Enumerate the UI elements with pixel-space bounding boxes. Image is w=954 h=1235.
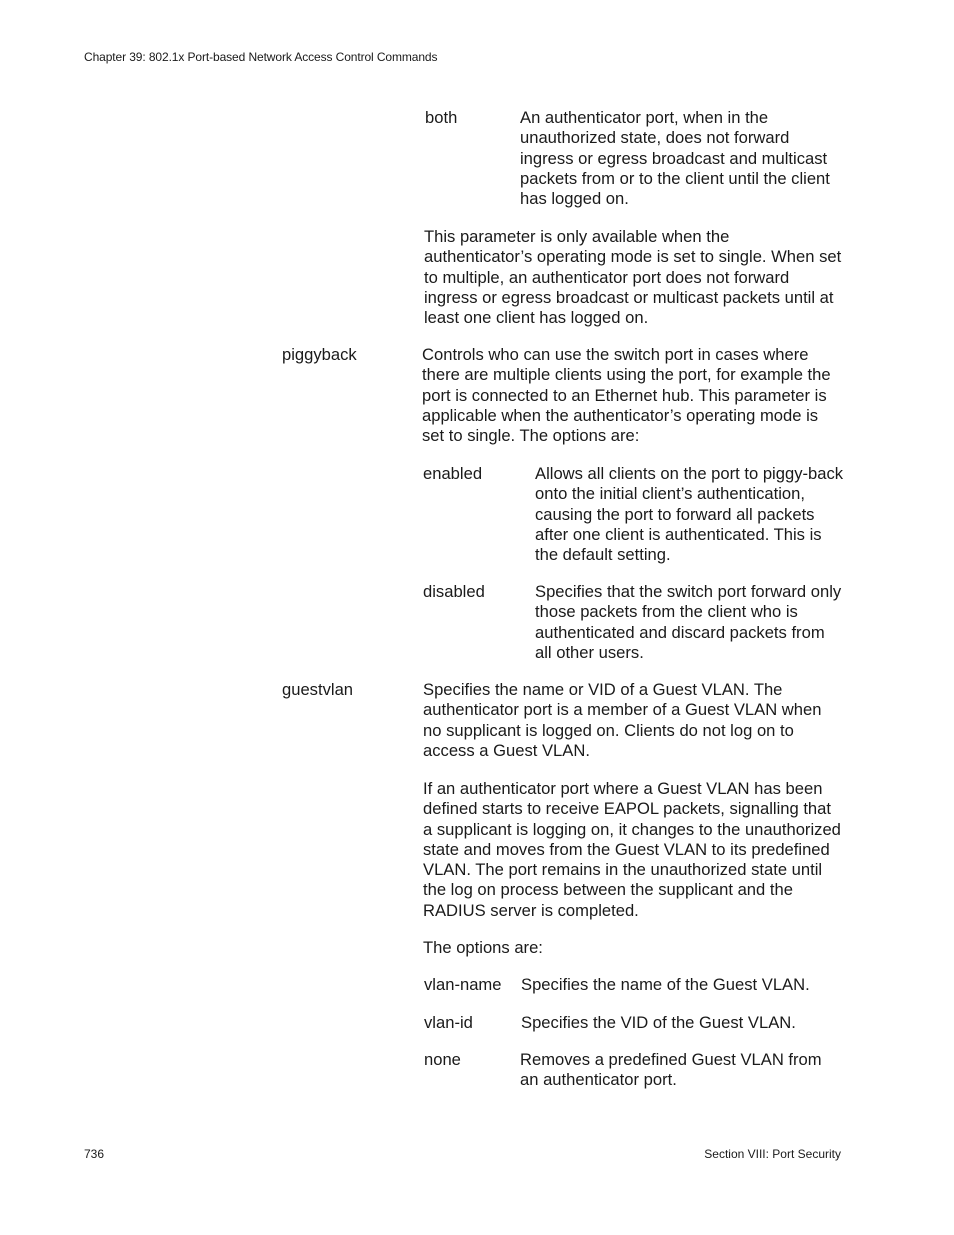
term-vlan-name: vlan-name [424, 975, 502, 994]
desc-disabled: Specifies that the switch port forward only those packets from the client who is authenticated and discard packets from all other users. [535, 582, 842, 662]
desc-guestvlan: Specifies the name or VID of a Guest VLAN. The authenticator port is a member of a Guest VLAN when no supplicant is logged on. Clients do not log on to access a Guest VLAN. [423, 680, 822, 760]
term-both: both [425, 108, 458, 127]
term-piggyback: piggyback [282, 345, 357, 364]
desc-piggyback: Controls who can use the switch port in cases where there are multiple clients using the port, for example the port is connected to an Ethernet hub. This parameter is applicable when the authenticator’s operating mode is set to single. The options are: [422, 345, 831, 446]
desc-both: An authenticator port, when in the unauthorized state, does not forward ingress or egress broadcast and multicast packets from or to the client until the client has logged on. [520, 108, 830, 209]
desc-none: Removes a predefined Guest VLAN from an authenticator port. [520, 1050, 822, 1090]
note-guestvlan: If an authenticator port where a Guest VLAN has been defined starts to receive EAPOL packets, signalling that a supplicant is logging on, it changes to the unauthorized state and moves from the Guest VLAN to its predefined VLAN. The port remains in the unauthorized state until the log on process between the supplicant and the RADIUS server is completed. [423, 779, 841, 920]
term-enabled: enabled [423, 464, 483, 483]
term-vlan-id: vlan-id [424, 1013, 473, 1032]
note-both: This parameter is only available when the authenticator’s operating mode is set to single. When set to multiple, an authenticator port does not forward ingress or egress broadcast or multicast packets until at least one client has logged on. [424, 227, 842, 328]
running-header: Chapter 39: 802.1x Port-based Network Access Control Commands [84, 50, 438, 64]
term-disabled: disabled [423, 582, 485, 601]
running-footer-section: Section VIII: Port Security [704, 1147, 841, 1161]
term-guestvlan: guestvlan [282, 680, 354, 699]
options-intro: The options are: [423, 938, 543, 957]
term-none: none [424, 1050, 461, 1069]
page-number: 736 [84, 1147, 105, 1161]
desc-vlan-id: Specifies the VID of the Guest VLAN. [521, 1013, 796, 1032]
desc-vlan-name: Specifies the name of the Guest VLAN. [521, 975, 810, 994]
desc-enabled: Allows all clients on the port to piggy-back onto the initial client’s authentication, causing the port to forward all packets after one client is authenticated. This is the default setting. [535, 464, 844, 565]
